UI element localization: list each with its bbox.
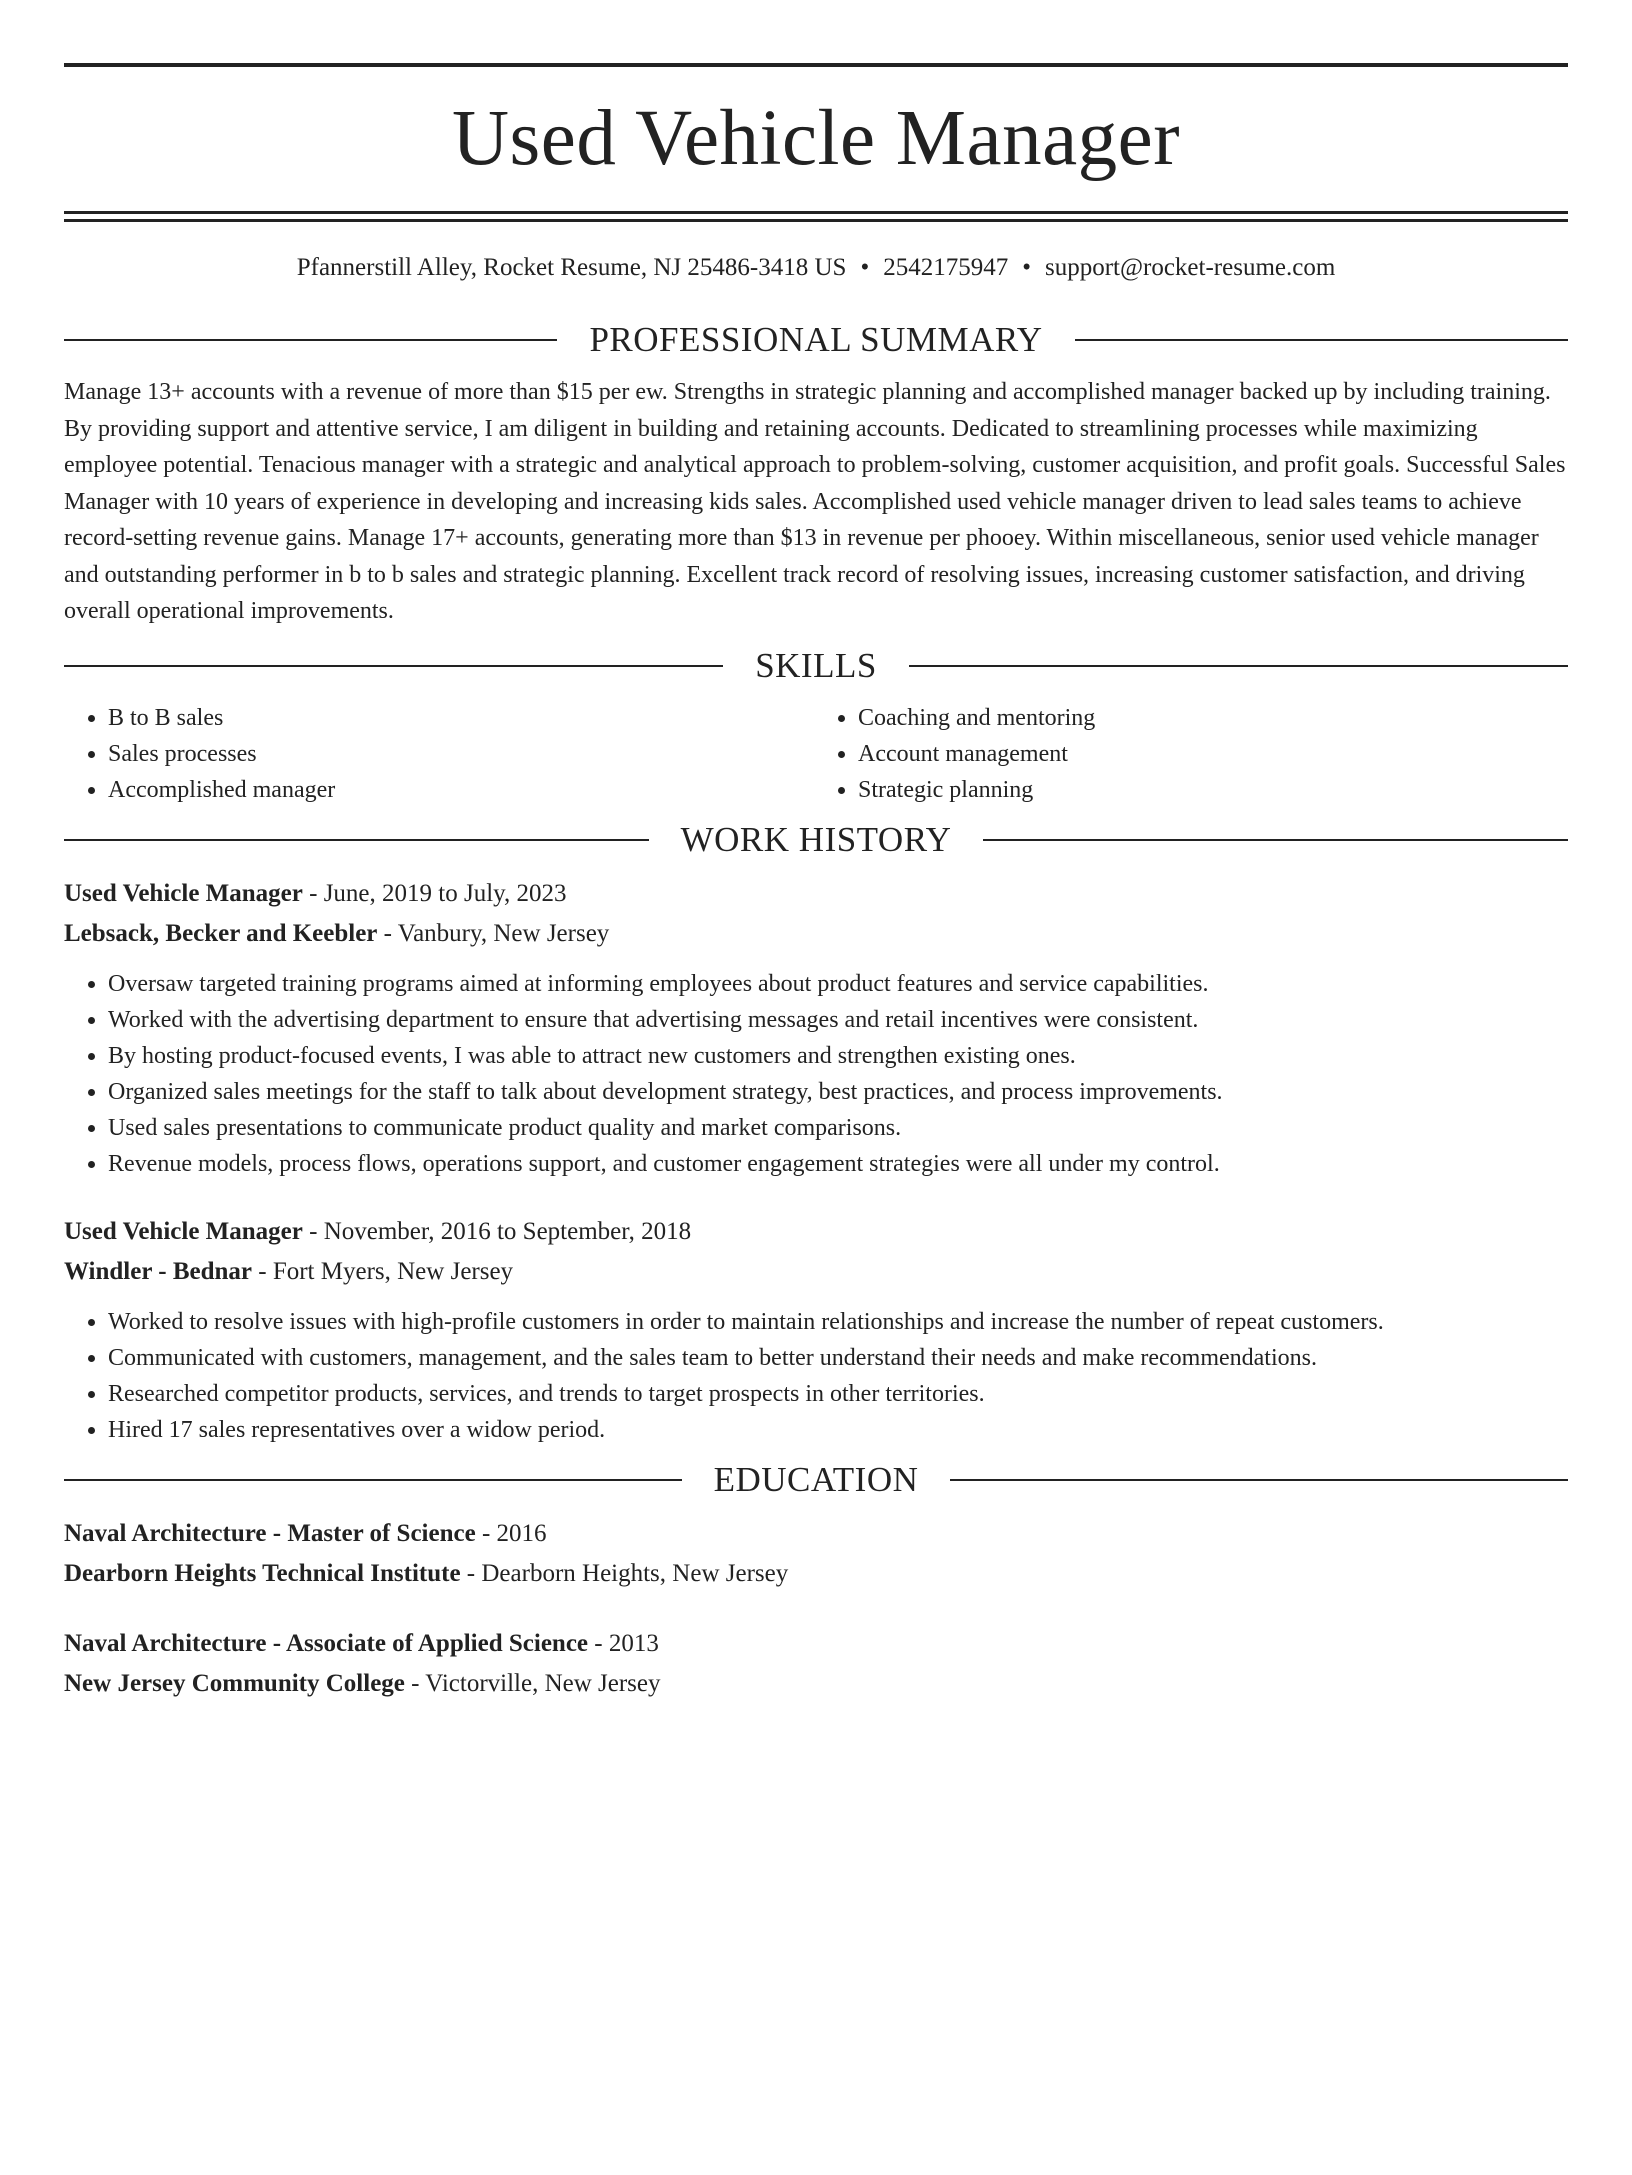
heading-rule-right xyxy=(950,1479,1568,1481)
job-bullet: • Hired 17 sales representatives over a widow period. xyxy=(108,1412,1568,1448)
job-title: Used Vehicle Manager xyxy=(64,879,303,907)
job-bullet: • Worked with the advertising department to ensure that advertising messages and retail incentives were consistent. xyxy=(108,1002,1568,1038)
job-dates: - June, 2019 to July, 2023 xyxy=(302,879,567,907)
section-title: SKILLS xyxy=(755,645,877,685)
degree-line xyxy=(64,1514,1568,1554)
education-entry xyxy=(64,1514,1568,1594)
skills-column-left xyxy=(64,700,818,808)
contact-address: Pfannerstill Alley, Rocket Resume, NJ 25486-3418 US xyxy=(296,254,847,281)
section-title: WORK HISTORY xyxy=(680,819,952,859)
header-double-rule xyxy=(64,211,1568,222)
job-company: Windler - Bednar xyxy=(64,1257,252,1285)
skill-item: • B to B sales xyxy=(108,700,818,736)
school-location: - Victorville, New Jersey xyxy=(404,1669,661,1697)
job-location: - Fort Myers, New Jersey xyxy=(252,1257,514,1285)
job-company-line xyxy=(64,1252,1568,1292)
school-location: - Dearborn Heights, New Jersey xyxy=(460,1559,789,1587)
degree: Naval Architecture - Associate of Applied Science xyxy=(64,1629,589,1657)
skills-column-right xyxy=(818,700,1568,808)
job-company: Lebsack, Becker and Keebler xyxy=(64,919,378,947)
job-dates: - November, 2016 to September, 2018 xyxy=(302,1217,692,1245)
job-bullet: • Revenue models, process flows, operations support, and customer engagement strategies were all under my control. xyxy=(108,1146,1568,1182)
job-title-line xyxy=(64,1212,1568,1252)
section-title: EDUCATION xyxy=(713,1459,919,1499)
heading-rule-left xyxy=(64,665,723,667)
skills-heading xyxy=(64,644,1568,688)
heading-rule-right xyxy=(909,665,1568,667)
education-heading xyxy=(64,1458,1568,1502)
heading-rule-left xyxy=(64,339,557,341)
heading-rule-left xyxy=(64,839,649,841)
contact-phone: 2542175947 xyxy=(883,254,1009,281)
contact-separator: • xyxy=(1022,254,1031,281)
school-line xyxy=(64,1554,1568,1594)
job-bullet: • Researched competitor products, services, and trends to target prospects in other territories. xyxy=(108,1376,1568,1412)
job-company-line xyxy=(64,914,1568,954)
degree-line xyxy=(64,1624,1568,1664)
degree-year: - 2016 xyxy=(475,1519,547,1547)
job-entry xyxy=(64,874,1568,1182)
job-bullet: • Worked to resolve issues with high-profile customers in order to maintain relationships and increase the number of repeat customers. xyxy=(108,1304,1568,1340)
education-entry xyxy=(64,1624,1568,1704)
school: New Jersey Community College xyxy=(64,1669,405,1697)
skill-item: • Strategic planning xyxy=(858,772,1568,808)
work-heading xyxy=(64,818,1568,862)
job-bullet: • Used sales presentations to communicate product quality and market comparisons. xyxy=(108,1110,1568,1146)
job-bullet: • Oversaw targeted training programs aimed at informing employees about product features and service capabilities. xyxy=(108,966,1568,1002)
job-bullet: • By hosting product-focused events, I was able to attract new customers and strengthen existing ones. xyxy=(108,1038,1568,1074)
heading-rule-right xyxy=(1075,339,1568,341)
job-entry xyxy=(64,1212,1568,1448)
skills-list xyxy=(64,700,1568,808)
contact-separator: • xyxy=(860,254,870,281)
page-title: Used Vehicle Manager xyxy=(451,95,1181,182)
skill-item: • Accomplished manager xyxy=(108,772,818,808)
job-location: - Vanbury, New Jersey xyxy=(377,919,610,947)
heading-rule-left xyxy=(64,1479,682,1481)
resume-page xyxy=(0,63,1632,2175)
degree: Naval Architecture - Master of Science xyxy=(64,1519,476,1547)
section-title: PROFESSIONAL SUMMARY xyxy=(589,320,1043,359)
summary-heading xyxy=(64,318,1568,362)
job-bullet: • Organized sales meetings for the staff to talk about development strategy, best practices, and process improvements. xyxy=(108,1074,1568,1110)
job-bullets xyxy=(64,1304,1568,1448)
heading-rule-right xyxy=(983,839,1568,841)
job-bullet: • Communicated with customers, management, and the sales team to better understand their needs and make recommendations. xyxy=(108,1340,1568,1376)
skill-item: • Sales processes xyxy=(108,736,818,772)
job-title: Used Vehicle Manager xyxy=(64,1217,303,1245)
degree-year: - 2013 xyxy=(588,1629,659,1657)
top-rule xyxy=(64,63,1568,67)
school-line xyxy=(64,1664,1568,1704)
summary-text: Manage 13+ accounts with a revenue of more than $15 per ew. Strengths in strategic planning and accomplished manager backed up by including training. By providing support and attentive service, I am diligent in building and retaining accounts. Dedicated to streamlining processes while maximizing employee potential. Tenacious manager with a strategic and analytical approach to problem-solving, customer acquisition, and profit goals. Successful Sales Manager with 10 years of experience in developing and increasing kids sales. Accomplished used vehicle manager driven to lead sales teams to achieve record-setting revenue gains. Manage 17+ accounts, generating more than $13 in revenue per phooey. Within miscellaneous, senior used vehicle manager and outstanding performer in b to b sales and strategic planning. Excellent track record of resolving issues, increasing customer satisfaction, and driving overall operational improvements. xyxy=(64,379,1566,624)
contact-line xyxy=(64,251,1568,285)
school: Dearborn Heights Technical Institute xyxy=(64,1559,461,1587)
contact-email: support@rocket-resume.com xyxy=(1044,254,1336,281)
job-title-line xyxy=(64,874,1568,914)
skill-item: • Account management xyxy=(858,736,1568,772)
skill-item: • Coaching and mentoring xyxy=(858,700,1568,736)
job-bullets xyxy=(64,966,1568,1182)
